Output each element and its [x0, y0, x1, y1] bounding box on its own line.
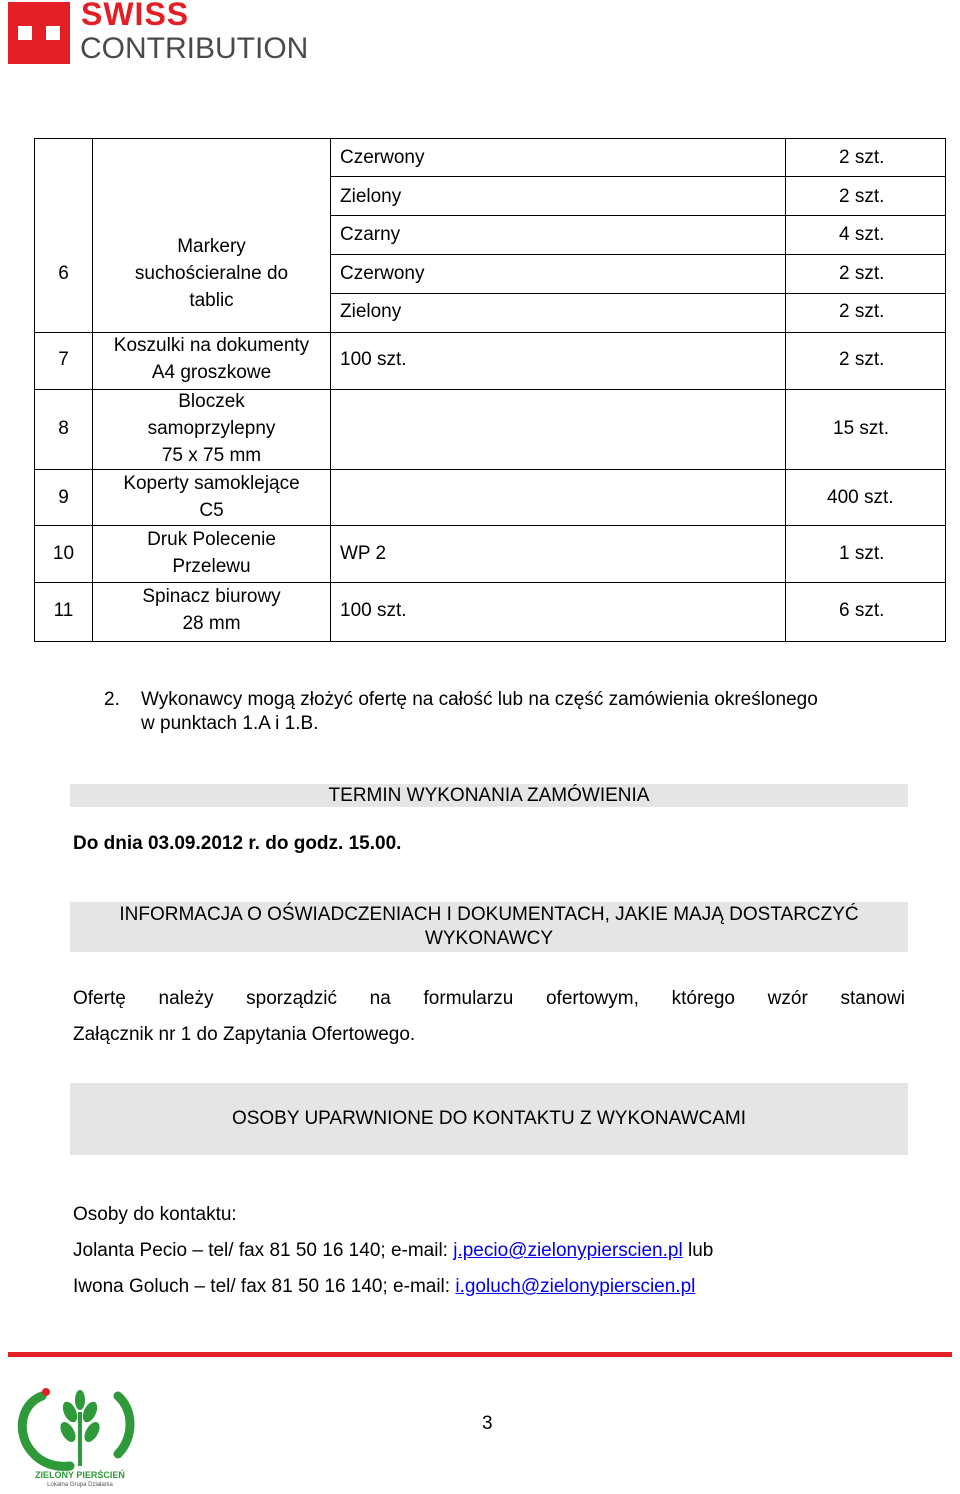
table-cell-desc: WP 2 — [340, 543, 387, 564]
table-row-no: 7 — [58, 349, 69, 370]
informacja-line2: Załącznik nr 1 do Zapytania Ofertowego. — [73, 1024, 416, 1045]
table-cell-desc: Zielony — [340, 186, 402, 207]
name-line: Spinacz biurowy — [142, 586, 281, 607]
table-cell-desc: Czerwony — [340, 263, 425, 284]
point2-line2: w punktach 1.A i 1.B. — [141, 713, 319, 734]
logo-text: ZIELONY PIERŚCIEŃ — [35, 1470, 125, 1480]
table-cell-desc: Czerwony — [340, 147, 425, 168]
table-row-no: 8 — [58, 418, 69, 439]
table-row-name — [93, 470, 330, 524]
table-cell-qty: 6 szt. — [839, 600, 885, 621]
table-row-no: 6 — [58, 263, 69, 284]
swiss-cross-icon — [8, 2, 70, 64]
table-cell-desc: Czarny — [340, 224, 401, 245]
table-row-no: 10 — [52, 543, 75, 564]
table-cell-desc: 100 szt. — [340, 349, 407, 370]
name-line: A4 groszkowe — [151, 362, 272, 383]
table-cell-qty: 4 szt. — [839, 224, 885, 245]
name-line: Koszulki na dokumenty — [113, 335, 310, 356]
name-line: suchościeralne do — [134, 263, 289, 284]
name-line: Druk Polecenie — [147, 529, 276, 550]
name-line: Koperty samoklejące — [123, 473, 300, 494]
table-cell-qty: 2 szt. — [839, 301, 885, 322]
word: formularzu — [423, 988, 514, 1009]
table-row-name — [93, 233, 330, 314]
table-cell-qty: 1 szt. — [839, 543, 885, 564]
kontakt-heading: OSOBY UPARWNIONE DO KONTAKTU Z WYKONAWCAMI — [231, 1108, 747, 1129]
person2-email-link[interactable]: i.goluch@zielonypierscien.pl — [455, 1276, 696, 1297]
items-table — [34, 138, 946, 642]
termin-text: Do dnia 03.09.2012 r. do godz. 15.00. — [73, 833, 402, 854]
word: Ofertę — [73, 988, 126, 1009]
table-cell-qty: 400 szt. — [827, 487, 894, 508]
kontakt-heading-bar — [70, 1083, 908, 1155]
table-row-no: 9 — [58, 487, 69, 508]
name-line: Markery — [177, 236, 246, 257]
table-cell-desc: Zielony — [340, 301, 402, 322]
table-row-name — [93, 526, 330, 580]
kontakt-person2 — [73, 1275, 695, 1299]
table-cell-qty: 2 szt. — [839, 263, 885, 284]
word: należy — [158, 988, 214, 1009]
wheat-ring-icon — [14, 1382, 146, 1474]
informacja-heading-bar — [70, 902, 908, 952]
word: którego — [671, 988, 735, 1009]
logo-contribution-text: CONTRIBUTION — [80, 32, 309, 65]
table-cell-qty: 2 szt. — [839, 147, 885, 168]
name-line: C5 — [199, 500, 224, 521]
table-cell-qty: 2 szt. — [839, 186, 885, 207]
name-line: 75 x 75 mm — [161, 445, 262, 466]
point2-line1: Wykonawcy mogą złożyć ofertę na całość lub na część zamówienia określonego — [141, 689, 818, 710]
informacja-heading-line2: WYKONAWCY — [424, 928, 554, 949]
table-cell-desc: 100 szt. — [340, 600, 407, 621]
table-cell-qty: 15 szt. — [833, 418, 889, 439]
informacja-line1 — [73, 987, 905, 1011]
zielony-pierscien-logo — [14, 1382, 146, 1492]
swiss-contribution-logo — [8, 2, 308, 68]
logo-subtext: Lokalna Grupa Działania — [47, 1482, 113, 1488]
informacja-heading-line1: INFORMACJA O OŚWIADCZENIACH I DOKUMENTACH, JAKIE MAJĄ DOSTARCZYĆ — [119, 904, 859, 925]
word: sporządzić — [246, 988, 337, 1009]
name-line: Przelewu — [172, 556, 251, 577]
word: stanowi — [840, 988, 905, 1009]
person1-suffix: lub — [682, 1240, 714, 1261]
termin-heading-bar — [70, 784, 908, 807]
table-row-name — [93, 332, 330, 386]
word: wzór — [767, 988, 808, 1009]
person2-text: Iwona Goluch – tel/ fax 81 50 16 140; e-mail: — [73, 1276, 456, 1297]
name-line: Bloczek — [178, 391, 245, 412]
table-row-name — [93, 388, 330, 469]
table-cell-qty: 2 szt. — [839, 349, 885, 370]
person1-text: Jolanta Pecio – tel/ fax 81 50 16 140; e-mail: — [73, 1240, 454, 1261]
table-row-no: 11 — [53, 600, 74, 621]
point2-number: 2. — [104, 689, 120, 710]
person1-email-link[interactable]: j.pecio@zielonypierscien.pl — [453, 1240, 683, 1261]
page-number: 3 — [482, 1413, 493, 1434]
kontakt-person1 — [73, 1239, 713, 1263]
footer-divider — [8, 1352, 952, 1357]
table-row-name — [93, 583, 330, 637]
name-line: tablic — [189, 290, 234, 311]
name-line: 28 mm — [182, 613, 241, 634]
termin-heading: TERMIN WYKONANIA ZAMÓWIENIA — [328, 785, 650, 806]
name-line: samoprzylepny — [147, 418, 276, 439]
word: na — [369, 988, 391, 1009]
kontakt-label: Osoby do kontaktu: — [73, 1204, 237, 1225]
word: ofertowym, — [545, 988, 639, 1009]
logo-swiss-text: SWISS — [81, 0, 190, 32]
